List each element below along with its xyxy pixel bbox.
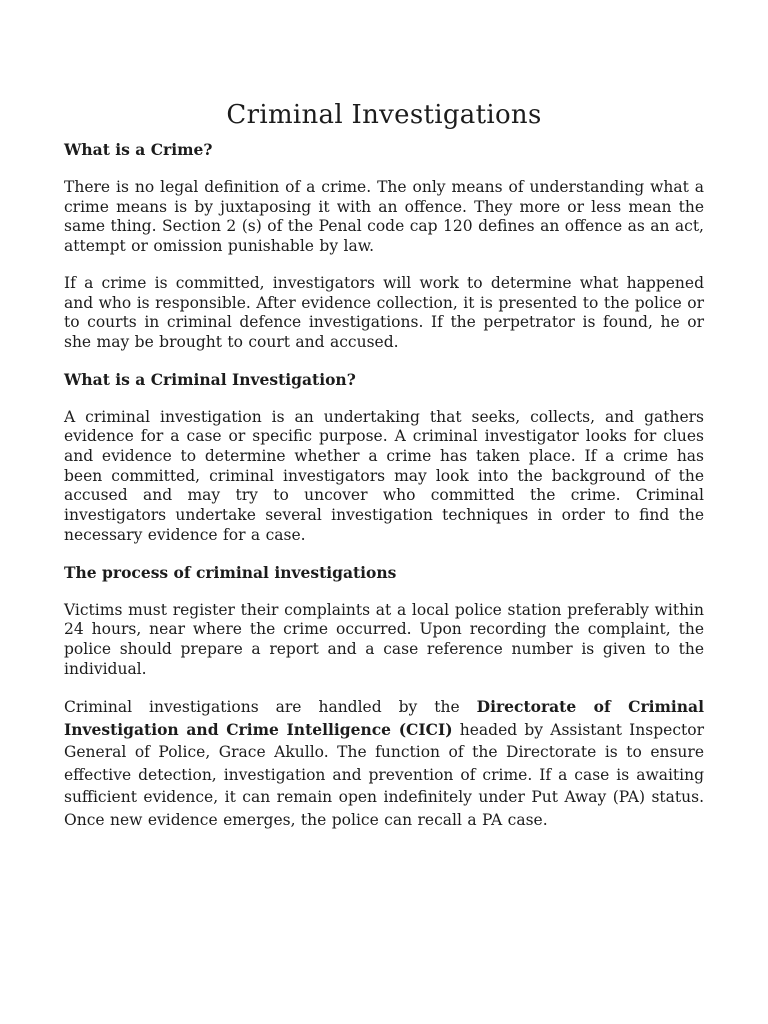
document-title: Criminal Investigations [226,100,542,130]
directorate-text-part2: headed by Assistant Inspector General of Police, Grace Akullo. The function of the Directorate is to ensure effective detection, investigation and prevention of crime. If a case is awaiting sufficient evidence, it can remain open indefinitely under Put Away (PA) status. Once new evidence emerges, the police can recall a PA case. [64,720,704,829]
directorate-name: Directorate of Criminal Investigation and Crime Intelligence (CICI) [64,697,704,739]
directorate-text-part1: Criminal investigations are handled by the [64,698,477,717]
paragraph-crime-definition: There is no legal definition of a crime. The only means of understanding what a crime means is by juxtaposing it with an offence. They more or less mean the same thing. Section 2 (s) of the Penal code cap 120 defines an offence as an act, attempt or omission punishable by law. [64,178,704,256]
paragraph-victims-register: Victims must register their complaints at a local police station preferably within 24 hours, near where the crime occurred. Upon recording the complaint, the police should prepare a report and a case reference number is given to the individual. [64,600,704,678]
document-page [64,100,704,848]
section-heading-process: The process of criminal investigations [64,562,397,582]
paragraph-investigation-definition: A criminal investigation is an undertaking that seeks, collects, and gathers evidence for a case or specific purpose. A criminal investigator looks for clues and evidence to determine whether a crime has taken place. If a crime has been committed, criminal investigators may look into the background of the accused and may try to uncover who committed the crime. Criminal investigators undertake several investigation techniques in order to find the necessary evidence for a case. [64,407,704,544]
section-heading-what-is-crime: What is a Crime? [64,140,213,159]
section-heading-criminal-investigation: What is a Criminal Investigation? [64,369,356,389]
paragraph-crime-committed: If a crime is committed, investigators will work to determine what happened and who is responsible. After evidence collection, it is presented to the police or to courts in criminal defence investigations. If the perpetrator is found, he or she may be brought to court and accused. [64,273,704,351]
paragraph-directorate [64,696,704,831]
